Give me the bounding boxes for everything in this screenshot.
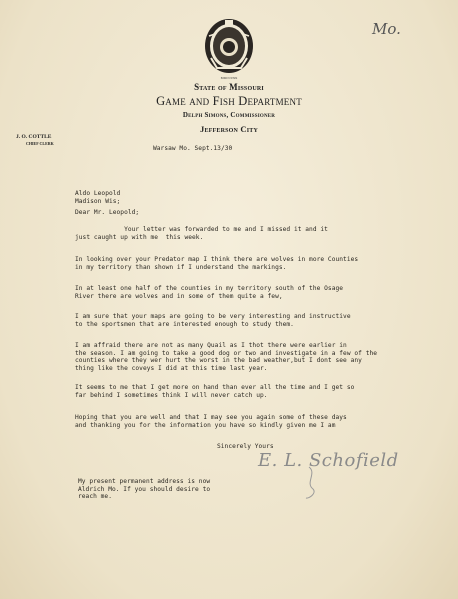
paragraph-line: thing like the coveys I did at this time last year.: [75, 364, 268, 372]
letter-date: Warsaw Mo. Sept.13/30: [153, 145, 233, 152]
postscript-line: Aldrich Mo. If you should desire to: [78, 485, 211, 493]
paragraph-line: the season. I am going to take a good dog or two and investigate in a few of the: [75, 349, 378, 357]
chief-clerk-block: [16, 134, 54, 146]
letterhead-city: Jefferson City: [200, 124, 258, 134]
paragraph-line: Hoping that you are well and that I may see you again some of these days: [75, 414, 347, 421]
handwritten-margin-note: Mo.: [372, 20, 401, 38]
paragraph-line: just caught up with me this week.: [75, 233, 204, 241]
recipient-line: Aldo Leopold: [75, 190, 121, 197]
signature-swash-icon: [303, 465, 323, 500]
paragraph: [75, 384, 354, 399]
paragraph-line: I am affraid there are not as many Quail as I thot there were earlier in: [75, 342, 347, 349]
seal-caption: MDCCCXX: [220, 76, 238, 80]
recipient-address: [75, 190, 120, 205]
salutation: Dear Mr. Leopold;: [75, 209, 140, 216]
clerk-name: J. O. COTTLE: [16, 134, 52, 140]
paragraph-line: River there are wolves and in some of them quite a few,: [75, 292, 283, 300]
paragraph-line: counties where they wer hurt the worst in the bad weather,but I dont see any: [75, 357, 362, 365]
paragraph: [75, 313, 351, 328]
letterhead-state: State of Missouri: [194, 82, 264, 92]
postscript-line: My present permanent address is now: [78, 478, 211, 485]
postscript: [78, 478, 210, 501]
paragraph: [75, 285, 343, 300]
paragraph-line: to the sportsmen that are interested enough to study them.: [75, 320, 294, 328]
closing: Sincerely Yours: [217, 443, 274, 450]
state-seal-icon: [203, 16, 255, 76]
handwritten-signature: E. L. Schofield: [258, 450, 399, 471]
paragraph: [75, 256, 358, 271]
paragraph-line: and thanking you for the information you have so kindly given me I am: [75, 421, 336, 429]
letterhead-commissioner: Delph Simons, Commissioner: [182, 111, 276, 119]
paragraph: [75, 414, 347, 429]
paragraph-line: Your letter was forwarded to me and I missed it and it: [75, 226, 328, 233]
paragraph: [75, 342, 377, 372]
paragraph-line: It seems to me that I get more on hand than ever all the time and I get so: [75, 384, 355, 391]
paragraph-line: In at least one half of the counties in my territory south of the Osage: [75, 285, 344, 292]
clerk-title: CHIEF CLERK: [26, 141, 54, 146]
postscript-line: reach me.: [78, 493, 112, 501]
paragraph-line: in my territory than shown if I understand the markings.: [75, 263, 287, 271]
recipient-line: Madison Wis;: [75, 197, 121, 205]
letterhead-department: Game and Fish Department: [156, 94, 302, 108]
paragraph-line: far behind I sometimes think I will never catch up.: [75, 391, 268, 399]
paragraph-line: I am sure that your maps are going to be very interesting and instructive: [75, 313, 351, 320]
paragraph: [75, 226, 328, 241]
paragraph-line: In looking over your Predator map I think there are wolves in more Counties: [75, 256, 359, 263]
